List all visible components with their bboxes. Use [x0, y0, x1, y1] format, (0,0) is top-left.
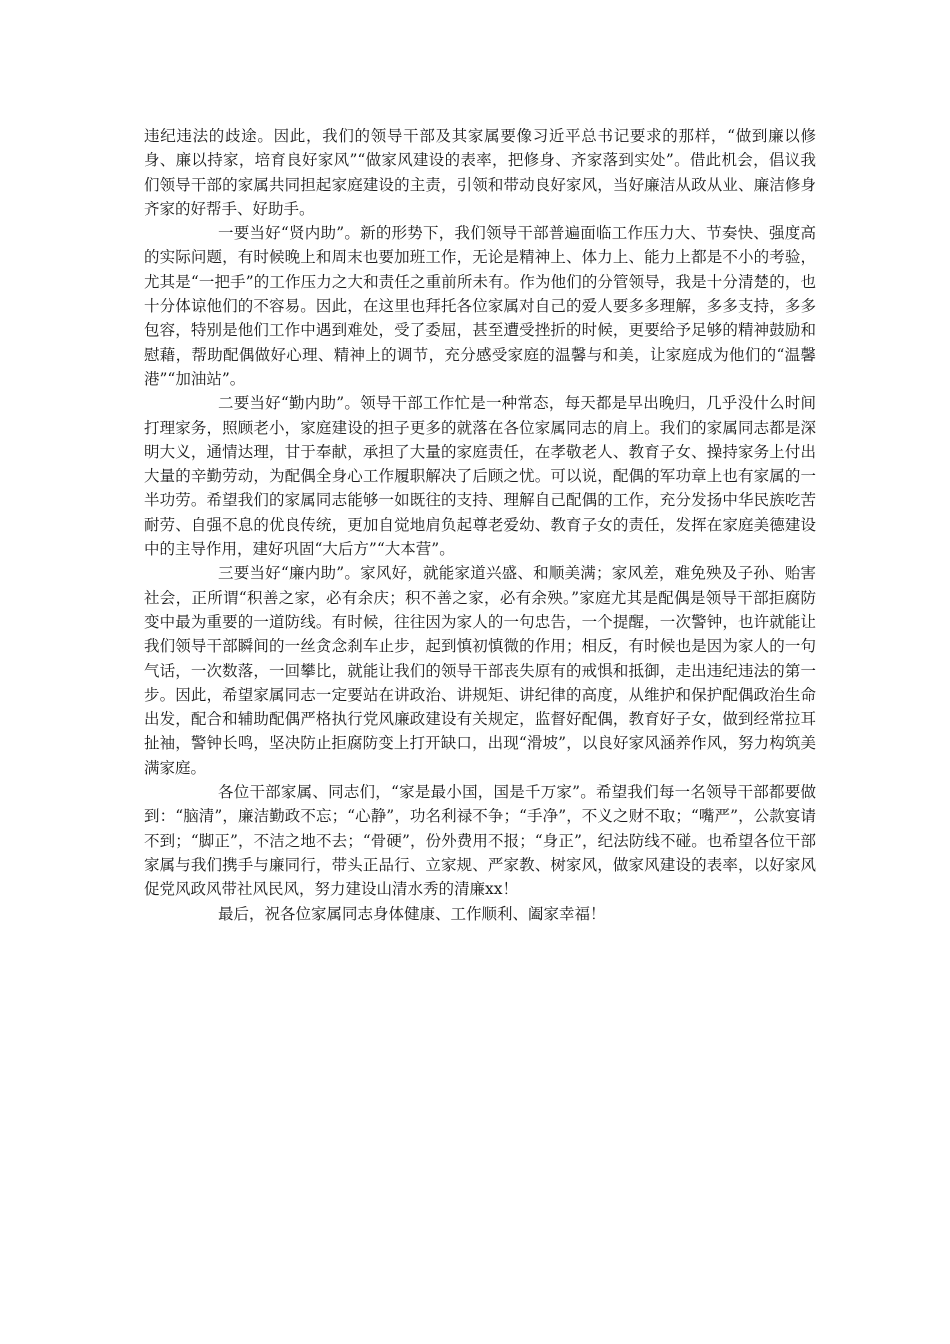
paragraph-qin-nei-zhu: 二要当好“勤内助”。领导干部工作忙是一种常态，每天都是早出晚归，几乎没什么时间打理家务，照顾老小，家庭建设的担子更多的就落在各位家属同志的肩上。我们的家属同志都是深明大义，通情达理，甘于奉献，承担了大量的家庭责任，在孝敬老人、教育子女、操持家务上付出大量的辛勤劳动，为配偶全身心工作履职解决了后顾之忧。可以说，配偶的军功章上也有家属的一半功劳。希望我们的家属同志能够一如既往的支持、理解自己配偶的工作，充分发扬中华民族吃苦耐劳、自强不息的优良传统，更加自觉地肩负起尊老爱幼、教育子女的责任，发挥在家庭美德建设中的主导作用，建好巩固“大后方”“大本营”。: [144, 394, 816, 559]
paragraph-xian-nei-zhu: 一要当好“贤内助”。新的形势下，我们领导干部普遍面临工作压力大、节奏快、强度高的实际问题，有时候晚上和周末也要加班工作，无论是精神上、体力上、能力上都是不小的考验，尤其是“一把手”的工作压力之大和责任之重前所未有。作为他们的分管领导，我是十分清楚的，也十分体谅他们的不容易。因此，在这里也拜托各位家属对自己的爱人要多多理解，多多支持，多多包容，特别是他们工作中遇到难处，受了委屈，甚至遭受挫折的时候，更要给予足够的精神鼓励和慰藉，帮助配偶做好心理、精神上的调节，充分感受家庭的温馨与和美，让家庭成为他们的“温馨港”“加油站”。: [144, 224, 816, 388]
paragraph-call-to-action: 各位干部家属、同志们，“家是最小国，国是千万家”。希望我们每一名领导干部都要做到：“脑清”，廉洁勤政不忘；“心静”，功名利禄不争；“手净”，不义之财不取；“嘴严”，公款宴请不到；“脚正”，不洁之地不去；“骨硬”，份外费用不报；“身正”，纪法防线不碰。也希望各位干部家属与我们携手与廉同行，带头正品行、立家规、严家教、树家风，做家风建设的表率，以好家风促党风政风带社风民风，努力建设山清水秀的清廉xx！: [144, 783, 816, 899]
document-body: [144, 124, 816, 926]
paragraph-lian-nei-zhu: 三要当好“廉内助”。家风好，就能家道兴盛、和顺美满；家风差，难免殃及子孙、贻害社会，正所谓“积善之家，必有余庆；积不善之家，必有余殃。”家庭尤其是配偶是领导干部拒腐防变中最为重要的一道防线。有时候，往往因为家人的一句忠告，一个提醒，一次警钟，也许就能让我们领导干部瞬间的一丝贪念刹车止步，起到慎初慎微的作用；相反，有时候也是因为家人的一句气话，一次数落，一回攀比，就能让我们的领导干部丧失原有的戒惧和抵御，走出违纪违法的第一步。因此，希望家属同志一定要站在讲政治、讲规矩、讲纪律的高度，从维护和保护配偶政治生命出发，配合和辅助配偶严格执行党风廉政建设有关规定，监督好配偶，教育好子女，做到经常拉耳扯袖，警钟长鸣，坚决防止拒腐防变上打开缺口，出现“滑坡”，以良好家风涵养作风，努力构筑美满家庭。: [144, 564, 816, 777]
paragraph-intro: 违纪违法的歧途。因此，我们的领导干部及其家属要像习近平总书记要求的那样，“做到廉以修身、廉以持家，培育良好家风”“做家风建设的表率，把修身、齐家落到实处”。借此机会，倡议我们领导干部的家属共同担起家庭建设的主责，引领和带动良好家风，当好廉洁从政从业、廉洁修身齐家的好帮手、好助手。: [144, 127, 816, 218]
paragraph-closing-wishes: 最后，祝各位家属同志身体健康、工作顺利、阖家幸福！: [218, 904, 606, 923]
